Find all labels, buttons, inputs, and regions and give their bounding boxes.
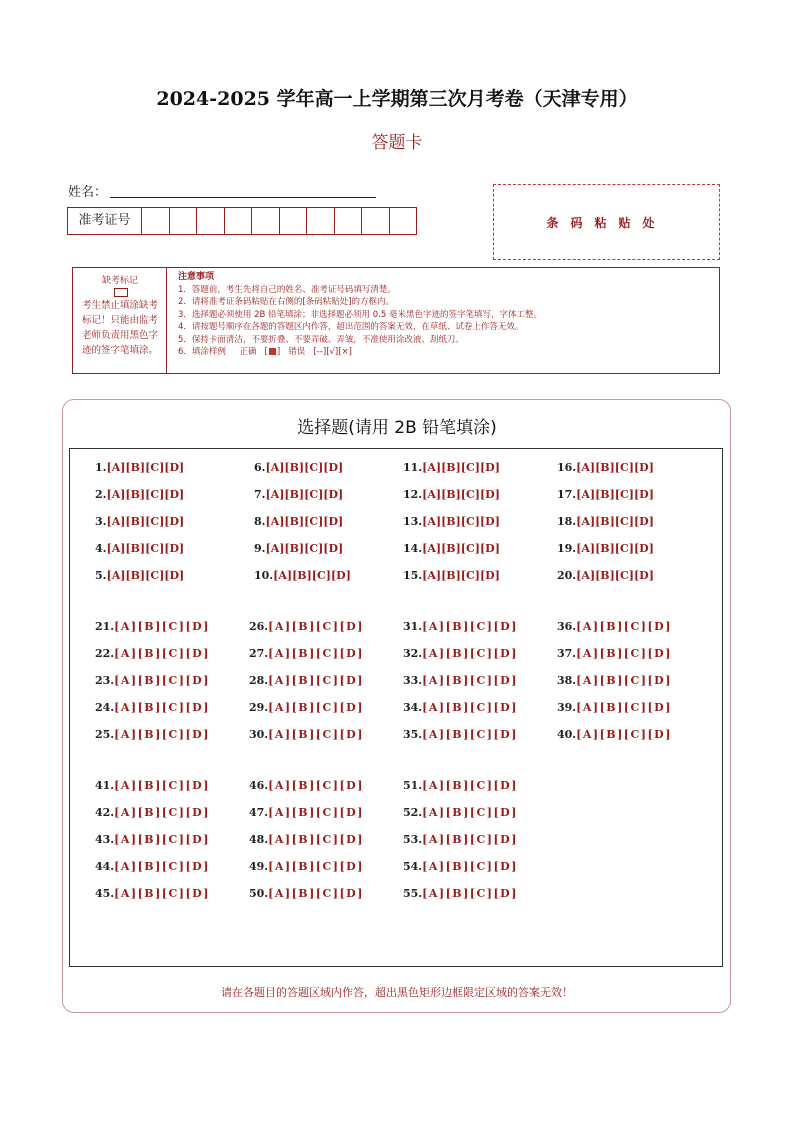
- correct-label: 正确: [239, 347, 257, 357]
- question-item: [557, 620, 672, 633]
- question-item: [557, 728, 672, 741]
- answer-options[interactable]: [A][B][C][D]: [422, 701, 518, 714]
- answer-options[interactable]: [A][B][C][D]: [265, 515, 344, 528]
- note-item: 3．选择题必须使用 2B 铅笔填涂；非选择题必须用 0.5 毫米黑色字迹的签字笔填写，字体工整。: [178, 309, 542, 320]
- exam-number-cell[interactable]: [390, 208, 417, 234]
- notes-panel: [178, 271, 718, 359]
- question-item: [249, 647, 364, 660]
- question-number: 24.: [95, 701, 115, 714]
- missing-mark-title: 缺考标记: [101, 276, 138, 286]
- answer-options[interactable]: [A][B][C][D]: [422, 860, 518, 873]
- answer-options[interactable]: [A][B][C][D]: [114, 728, 210, 741]
- answer-options[interactable]: [A][B][C][D]: [576, 488, 654, 501]
- question-item: [403, 860, 518, 873]
- question-item: [249, 701, 364, 714]
- question-number: 6.: [254, 461, 266, 474]
- question-item: [95, 515, 184, 528]
- answer-options[interactable]: [A][B][C][D]: [273, 569, 351, 582]
- answer-options[interactable]: [A][B][C][D]: [114, 806, 210, 819]
- page-title: 2024-2025 学年高一上学期第三次月考卷（天津专用）: [156, 88, 638, 110]
- question-item: [557, 647, 672, 660]
- question-item: [403, 779, 518, 792]
- question-item: [557, 674, 672, 687]
- answer-options[interactable]: [A][B][C][D]: [268, 806, 364, 819]
- question-number: 33.: [403, 674, 423, 687]
- question-item: [249, 674, 364, 687]
- question-item: [557, 488, 654, 501]
- question-item: [557, 701, 672, 714]
- answer-options[interactable]: [A][B][C][D]: [422, 647, 518, 660]
- multiple-choice-heading: 选择题(请用 2B 铅笔填涂): [297, 418, 497, 438]
- answer-options[interactable]: [A][B][C][D]: [268, 647, 364, 660]
- question-number: 44.: [95, 860, 115, 873]
- exam-number-cell[interactable]: [197, 208, 225, 234]
- question-number: 53.: [403, 833, 423, 846]
- answer-options[interactable]: [A][B][C][D]: [576, 542, 654, 555]
- question-item: [95, 620, 210, 633]
- answer-options[interactable]: [A][B][C][D]: [114, 620, 210, 633]
- answer-options[interactable]: [A][B][C][D]: [114, 887, 210, 900]
- answer-options[interactable]: [A][B][C][D]: [422, 833, 518, 846]
- answer-options[interactable]: [A][B][C][D]: [422, 620, 518, 633]
- question-number: 25.: [95, 728, 115, 741]
- question-number: 9.: [254, 542, 266, 555]
- question-item: [403, 647, 518, 660]
- answer-options[interactable]: [A][B][C][D]: [576, 569, 654, 582]
- question-item: [95, 806, 210, 819]
- question-item: [557, 461, 654, 474]
- answer-options[interactable]: [A][B][C][D]: [268, 860, 364, 873]
- question-number: 7.: [254, 488, 266, 501]
- question-number: 42.: [95, 806, 115, 819]
- question-number: 29.: [249, 701, 269, 714]
- question-number: 28.: [249, 674, 269, 687]
- question-item: [403, 461, 500, 474]
- exam-number-cell[interactable]: [280, 208, 308, 234]
- answer-options[interactable]: [A][B][C][D]: [422, 728, 518, 741]
- question-number: 4.: [95, 542, 107, 555]
- question-number: 17.: [557, 488, 577, 501]
- answer-options[interactable]: [A][B][C][D]: [114, 779, 210, 792]
- name-label: 姓名：: [68, 185, 108, 200]
- question-number: 49.: [249, 860, 269, 873]
- question-number: 39.: [557, 701, 577, 714]
- answer-options[interactable]: [A][B][C][D]: [422, 542, 500, 555]
- answer-options[interactable]: [A][B][C][D]: [268, 701, 364, 714]
- question-number: 26.: [249, 620, 269, 633]
- answer-options[interactable]: [A][B][C][D]: [422, 488, 500, 501]
- exam-number-cell[interactable]: [362, 208, 390, 234]
- question-item: [95, 701, 210, 714]
- question-item: [95, 779, 210, 792]
- question-number: 10.: [254, 569, 274, 582]
- exam-number-cell[interactable]: [307, 208, 335, 234]
- question-number: 20.: [557, 569, 577, 582]
- answer-options[interactable]: [A][B][C][D]: [576, 620, 672, 633]
- missing-mark-panel: [73, 268, 167, 373]
- answer-options[interactable]: [A][B][C][D]: [422, 674, 518, 687]
- question-item: [249, 779, 364, 792]
- question-item: [95, 833, 210, 846]
- question-item: [95, 860, 210, 873]
- answer-options[interactable]: [A][B][C][D]: [114, 701, 210, 714]
- answer-options[interactable]: [A][B][C][D]: [106, 488, 185, 501]
- question-item: [254, 515, 343, 528]
- question-item: [95, 674, 210, 687]
- question-number: 52.: [403, 806, 423, 819]
- exam-number-cell[interactable]: [252, 208, 280, 234]
- answer-options[interactable]: [A][B][C][D]: [576, 701, 672, 714]
- answer-options[interactable]: [A][B][C][D]: [576, 515, 654, 528]
- question-number: 45.: [95, 887, 115, 900]
- answer-options[interactable]: [A][B][C][D]: [576, 461, 654, 474]
- question-item: [254, 569, 351, 582]
- answer-options[interactable]: [A][B][C][D]: [576, 674, 672, 687]
- question-number: 12.: [403, 488, 423, 501]
- question-item: [249, 833, 364, 846]
- question-item: [95, 542, 184, 555]
- answer-options[interactable]: [A][B][C][D]: [106, 461, 185, 474]
- question-number: 5.: [95, 569, 107, 582]
- answer-options[interactable]: [A][B][C][D]: [422, 806, 518, 819]
- question-item: [403, 887, 518, 900]
- answer-options[interactable]: [A][B][C][D]: [114, 833, 210, 846]
- wrong-example: [--][√][×]: [313, 347, 352, 357]
- question-item: [403, 515, 500, 528]
- notes-heading: 注意事项: [178, 272, 215, 282]
- answer-options[interactable]: [A][B][C][D]: [422, 887, 518, 900]
- answer-options[interactable]: [A][B][C][D]: [114, 860, 210, 873]
- answer-options[interactable]: [A][B][C][D]: [268, 620, 364, 633]
- answer-options[interactable]: [A][B][C][D]: [268, 674, 364, 687]
- question-item: [95, 887, 210, 900]
- question-number: 21.: [95, 620, 115, 633]
- question-number: 22.: [95, 647, 115, 660]
- exam-number-box[interactable]: [67, 207, 417, 235]
- answer-options[interactable]: [A][B][C][D]: [422, 461, 500, 474]
- answer-options[interactable]: [A][B][C][D]: [576, 647, 672, 660]
- question-number: 19.: [557, 542, 577, 555]
- question-number: 11.: [403, 461, 423, 474]
- exam-number-cell[interactable]: [170, 208, 198, 234]
- question-number: 18.: [557, 515, 577, 528]
- answer-options[interactable]: [A][B][C][D]: [268, 779, 364, 792]
- note-sample-row: 6．填涂样例 正确 [ ] 错误 [--][√][×]: [178, 347, 352, 357]
- question-number: 14.: [403, 542, 423, 555]
- answer-options[interactable]: [A][B][C][D]: [265, 461, 344, 474]
- question-item: [557, 515, 654, 528]
- question-item: [403, 674, 518, 687]
- question-item: [249, 887, 364, 900]
- missing-mark-checkbox[interactable]: [114, 288, 128, 297]
- question-number: 36.: [557, 620, 577, 633]
- answer-options[interactable]: [A][B][C][D]: [268, 887, 364, 900]
- note-item: 2．请将准考证条码粘贴在右侧的[条码粘贴处]的方框内。: [178, 297, 395, 307]
- sample-label: 6．填涂样例: [178, 347, 226, 357]
- question-number: 3.: [95, 515, 107, 528]
- question-item: [403, 701, 518, 714]
- answer-options[interactable]: [A][B][C][D]: [106, 515, 185, 528]
- exam-number-cell[interactable]: [142, 208, 170, 234]
- barcode-area: [493, 184, 720, 260]
- exam-number-cell[interactable]: [225, 208, 253, 234]
- answer-options[interactable]: [A][B][C][D]: [265, 542, 344, 555]
- question-item: [403, 833, 518, 846]
- answer-options[interactable]: [A][B][C][D]: [422, 779, 518, 792]
- question-number: 54.: [403, 860, 423, 873]
- question-item: [403, 728, 518, 741]
- question-item: [95, 488, 184, 501]
- question-item: [254, 488, 343, 501]
- question-number: 15.: [403, 569, 423, 582]
- question-item: [403, 569, 500, 582]
- question-number: 16.: [557, 461, 577, 474]
- answer-options[interactable]: [A][B][C][D]: [265, 488, 344, 501]
- question-number: 43.: [95, 833, 115, 846]
- question-item: [249, 620, 364, 633]
- footer-warning: 请在各题目的答题区域内作答，超出黑色矩形边框限定区域的答案无效！: [221, 986, 573, 999]
- question-item: [95, 461, 184, 474]
- question-item: [403, 542, 500, 555]
- notice-box: [72, 267, 720, 374]
- question-item: [95, 569, 184, 582]
- question-number: 1.: [95, 461, 107, 474]
- question-number: 13.: [403, 515, 423, 528]
- question-number: 32.: [403, 647, 423, 660]
- wrong-label: 错误: [288, 347, 306, 357]
- missing-mark-text: 考生禁止填涂缺考标记！只能由监考老师负责用黑色字迹的签字笔填涂。: [82, 300, 158, 356]
- question-number: 47.: [249, 806, 269, 819]
- question-number: 46.: [249, 779, 269, 792]
- question-item: [403, 806, 518, 819]
- question-item: [95, 728, 210, 741]
- question-item: [557, 569, 654, 582]
- note-item: 5．保持卡面清洁，不要折叠、不要弄破、弄皱，不准使用涂改液、刮纸刀。: [178, 334, 464, 345]
- answer-options[interactable]: [A][B][C][D]: [106, 569, 185, 582]
- question-number: 23.: [95, 674, 115, 687]
- question-item: [249, 860, 364, 873]
- answer-options[interactable]: [A][B][C][D]: [106, 542, 185, 555]
- barcode-label: 条码粘贴处: [546, 215, 667, 230]
- question-item: [249, 806, 364, 819]
- answer-options[interactable]: [A][B][C][D]: [576, 728, 672, 741]
- question-number: 35.: [403, 728, 423, 741]
- answer-options[interactable]: [A][B][C][D]: [268, 833, 364, 846]
- answer-options[interactable]: [A][B][C][D]: [422, 569, 500, 582]
- answer-options[interactable]: [A][B][C][D]: [268, 728, 364, 741]
- question-item: [403, 620, 518, 633]
- exam-number-cell[interactable]: [335, 208, 363, 234]
- question-item: [403, 488, 500, 501]
- question-number: 37.: [557, 647, 577, 660]
- note-item: 1．答题前，考生先将自己的姓名、准考证号码填写清楚。: [178, 284, 396, 295]
- exam-number-label: 准考证号: [68, 208, 142, 234]
- question-item: [254, 461, 343, 474]
- question-number: 34.: [403, 701, 423, 714]
- question-number: 2.: [95, 488, 107, 501]
- question-number: 27.: [249, 647, 269, 660]
- question-number: 50.: [249, 887, 269, 900]
- question-number: 31.: [403, 620, 423, 633]
- question-number: 38.: [557, 674, 577, 687]
- question-number: 8.: [254, 515, 266, 528]
- answer-options[interactable]: [A][B][C][D]: [114, 647, 210, 660]
- page-subtitle: 答题卡: [371, 133, 423, 153]
- note-item: 4．请按题号顺序在各题的答题区内作答，超出范围的答案无效，在草纸、试卷上作答无效。: [178, 322, 524, 332]
- question-number: 55.: [403, 887, 423, 900]
- name-field[interactable]: [110, 197, 376, 198]
- question-item: [254, 542, 343, 555]
- question-number: 41.: [95, 779, 115, 792]
- question-number: 40.: [557, 728, 577, 741]
- question-number: 48.: [249, 833, 269, 846]
- answer-options[interactable]: [A][B][C][D]: [114, 674, 210, 687]
- answer-options[interactable]: [A][B][C][D]: [422, 515, 500, 528]
- question-item: [95, 647, 210, 660]
- filled-box-icon: [269, 348, 276, 355]
- question-number: 30.: [249, 728, 269, 741]
- question-item: [557, 542, 654, 555]
- question-number: 51.: [403, 779, 423, 792]
- question-item: [249, 728, 364, 741]
